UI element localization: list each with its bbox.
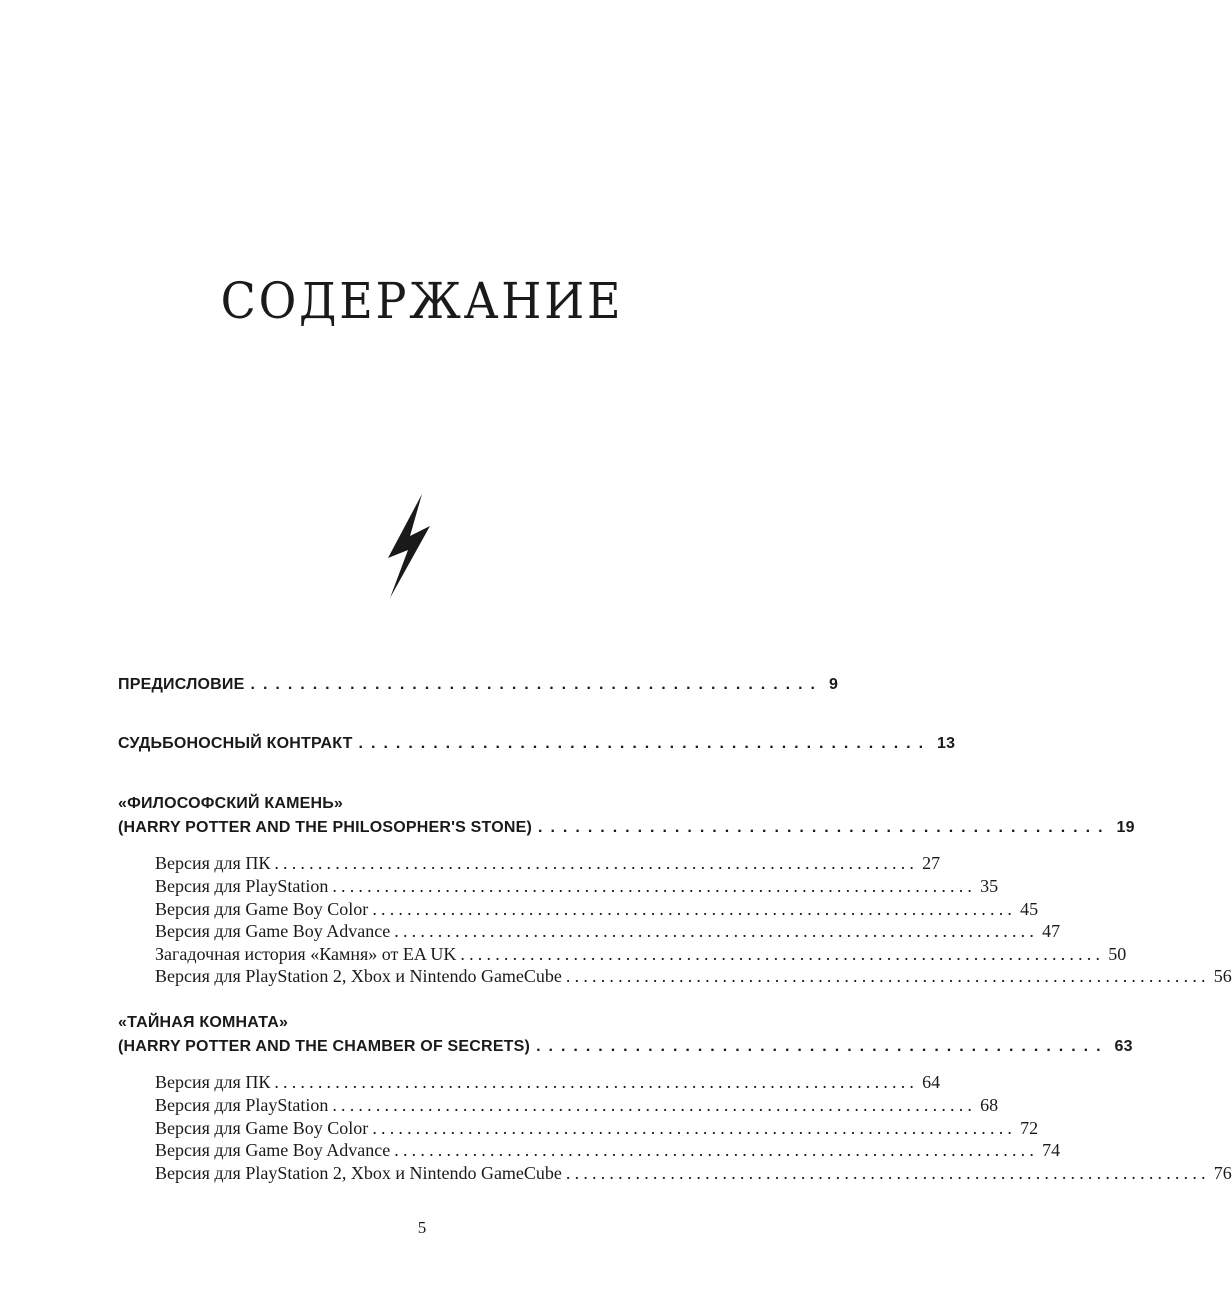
- toc-chapter-title: «ФИЛОСОФСКИЙ КАМЕНЬ»: [118, 795, 344, 812]
- toc-page-number: 13: [937, 735, 956, 752]
- dot-leader: ..............................................: [538, 819, 1111, 836]
- toc-page-number: 27: [922, 853, 941, 873]
- dot-leader: ..........................................................................: [394, 1140, 1039, 1160]
- dot-leader: ..........................................................................: [565, 966, 1210, 986]
- dot-leader: ..........................................................................: [332, 876, 977, 896]
- toc-subentry[interactable]: [155, 876, 999, 900]
- toc-entry-label: Версия для PlayStation: [155, 876, 329, 896]
- toc-entry-label: Версия для ПК: [155, 1072, 271, 1092]
- toc-page-number: 74: [1042, 1140, 1061, 1160]
- toc-page-number: 63: [1114, 1038, 1133, 1055]
- toc-subentry[interactable]: [155, 921, 1061, 945]
- dot-leader: ..........................................................................: [274, 1072, 919, 1092]
- toc-entry-label: Версия для PlayStation 2, Xbox и Nintendo GameCube: [155, 966, 562, 986]
- dot-leader: ..........................................................................: [274, 853, 919, 873]
- toc-entry-label: Версия для Game Boy Advance: [155, 1140, 391, 1160]
- toc-entry-label: Загадочная история «Камня» от EA UK: [155, 944, 457, 964]
- toc-entry-label: Версия для Game Boy Color: [155, 1118, 369, 1138]
- toc-subentry[interactable]: [155, 1095, 999, 1119]
- toc-subentry[interactable]: [155, 1140, 1061, 1164]
- toc-entry-label: (HARRY POTTER AND THE CHAMBER OF SECRETS): [118, 1038, 531, 1055]
- toc-page-number: 76: [1213, 1163, 1232, 1183]
- toc-entry-label: Версия для Game Boy Color: [155, 899, 369, 919]
- toc-page-number: 68: [980, 1095, 999, 1115]
- toc-subentry[interactable]: [155, 899, 1039, 923]
- toc-page-number: 9: [828, 676, 839, 693]
- toc-entry-label: Версия для PlayStation: [155, 1095, 329, 1115]
- toc-subentry[interactable]: [155, 853, 941, 877]
- page-title: СОДЕРЖАНИЕ: [220, 272, 624, 330]
- dot-leader: ..........................................................................: [332, 1095, 977, 1115]
- toc-subentry[interactable]: [155, 1118, 1039, 1142]
- dot-leader: ..............................................: [358, 735, 932, 752]
- toc-entry-stone[interactable]: [118, 819, 1135, 843]
- toc-page-number: 35: [980, 876, 999, 896]
- toc-chapter-title: «ТАЙНАЯ КОМНАТА»: [118, 1014, 289, 1031]
- toc-page-number: 47: [1042, 921, 1061, 941]
- toc-page-number: 19: [1116, 819, 1135, 836]
- toc-entry-chamber[interactable]: [118, 1038, 1133, 1062]
- toc-page-number: 45: [1020, 899, 1039, 919]
- toc-entry-label: (HARRY POTTER AND THE PHILOSOPHER'S STONE): [118, 819, 533, 836]
- dot-leader: ..............................................: [250, 676, 823, 693]
- toc-page-number: 72: [1020, 1118, 1039, 1138]
- toc-entry-contract[interactable]: [118, 735, 956, 759]
- toc-entry-foreword[interactable]: [118, 676, 839, 700]
- toc-entry-label: СУДЬБОНОСНЫЙ КОНТРАКТ: [118, 735, 353, 752]
- toc-entry-label: Версия для Game Boy Advance: [155, 921, 391, 941]
- toc-entry-label: Версия для ПК: [155, 853, 271, 873]
- page-number: 5: [417, 1218, 427, 1237]
- toc-page-number: 64: [922, 1072, 941, 1092]
- toc-entry-label: Версия для PlayStation 2, Xbox и Nintendo GameCube: [155, 1163, 562, 1183]
- toc-page-number: 56: [1213, 966, 1232, 986]
- dot-leader: ..........................................................................: [565, 1163, 1210, 1183]
- toc-subentry[interactable]: [155, 1163, 1232, 1187]
- dot-leader: ..............................................: [536, 1038, 1109, 1055]
- toc-page-number: 50: [1108, 944, 1127, 964]
- dot-leader: ..........................................................................: [460, 944, 1105, 964]
- dot-leader: ..........................................................................: [372, 1118, 1017, 1138]
- dot-leader: ..........................................................................: [372, 899, 1017, 919]
- toc-entry-label: ПРЕДИСЛОВИЕ: [118, 676, 245, 693]
- toc-subentry[interactable]: [155, 1072, 941, 1096]
- toc-subentry[interactable]: [155, 944, 1127, 968]
- dot-leader: ..........................................................................: [394, 921, 1039, 941]
- lightning-bolt-icon: [378, 492, 438, 600]
- toc-subentry[interactable]: [155, 966, 1232, 990]
